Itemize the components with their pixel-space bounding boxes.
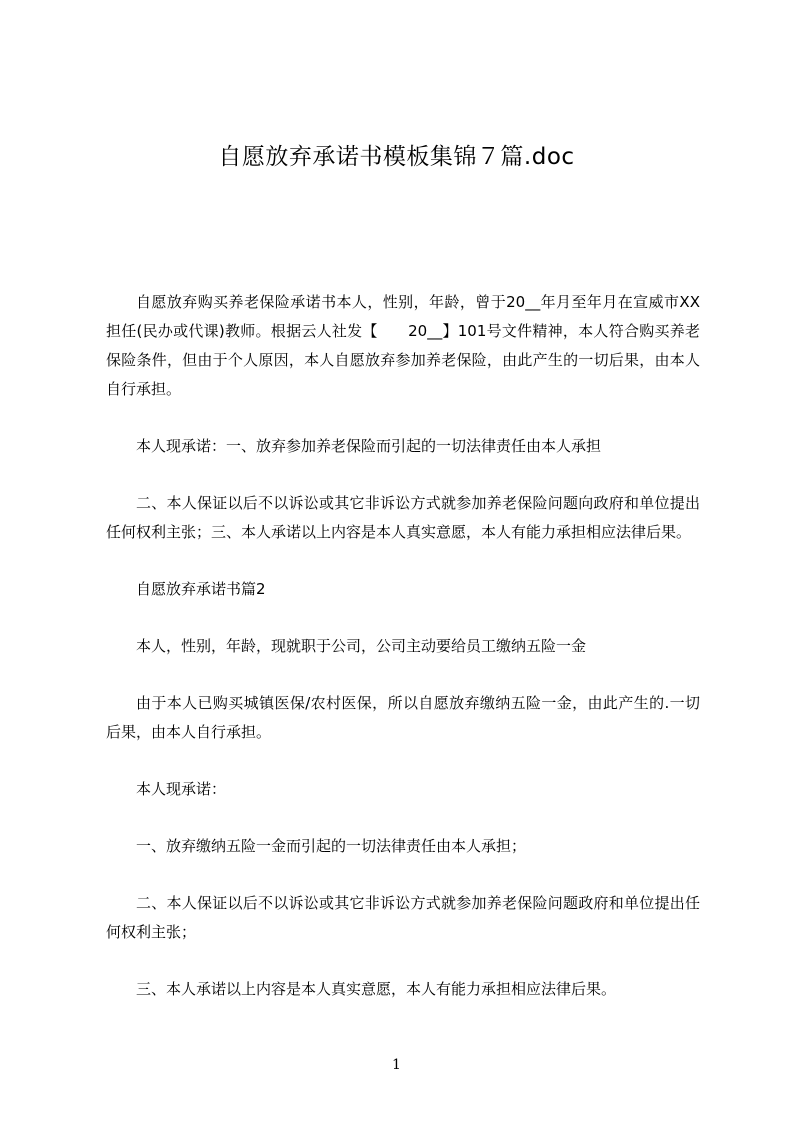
section-heading-part-2: 自愿放弃承诺书篇2 [136, 580, 266, 598]
paragraph-item-two: 二、本人保证以后不以诉讼或其它非诉讼方式就参加养老保险问题政府和单位提出任何权利主张； [106, 894, 700, 941]
paragraph-item-one: 一、放弃缴纳五险一金而引起的一切法律责任由本人承担； [136, 837, 527, 855]
paragraph-medical-insurance: 由于本人已购买城镇医保/农村医保，所以自愿放弃缴纳五险一金，由此产生的.一切后果，由本人自行承担。 [106, 694, 700, 741]
page-number: 1 [392, 1057, 401, 1073]
document-title: 自愿放弃承诺书模板集锦７篇.doc [218, 144, 575, 170]
paragraph-item-three: 三、本人承诺以上内容是本人真实意愿，本人有能力承担相应法律后果。 [136, 980, 617, 998]
document-body [106, 288, 700, 1004]
paragraph-commitment-one: 本人现承诺：一、放弃参加养老保险而引起的一切法律责任由本人承担 [136, 437, 602, 455]
paragraph-pension-commitment: 自愿放弃购买养老保险承诺书本人，性别，年龄，曾于20__年月至年月在宣威市XX担任(民办或代课)教师。根据云人社发【 20__】101号文件精神，本人符合购买养老保险条件，但由于个人原因，本人自愿放弃参加养老保险，由此产生的一切后果，由本人自行承担。 [106, 293, 700, 398]
paragraph-commitment-two-three: 二、本人保证以后不以诉讼或其它非诉讼方式就参加养老保险问题向政府和单位提出任何权利主张；三、本人承诺以上内容是本人真实意愿，本人有能力承担相应法律后果。 [106, 494, 700, 541]
paragraph-employee-info: 本人，性别，年龄，现就职于公司，公司主动要给员工缴纳五险一金 [136, 637, 587, 655]
paragraph-commitment-intro: 本人现承诺： [136, 780, 227, 798]
